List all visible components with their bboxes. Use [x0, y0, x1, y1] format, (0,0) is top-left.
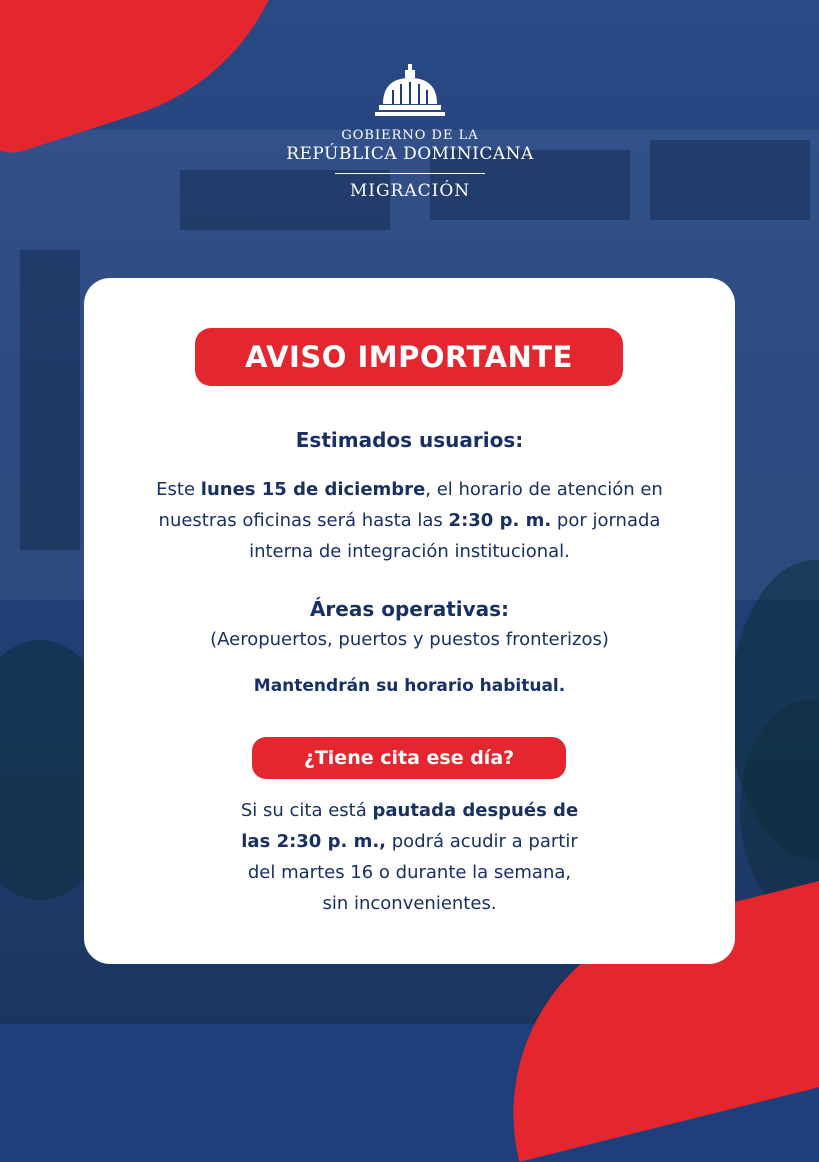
capitol-dome-icon: [375, 62, 445, 122]
appointment-answer: [84, 795, 735, 919]
answer-text-1: Si su cita está: [240, 800, 373, 821]
body-text-1: Este: [156, 479, 201, 500]
government-logo: [270, 62, 550, 201]
areas-heading: Áreas operativas:: [309, 597, 510, 621]
notice-body: [84, 474, 735, 567]
body-date: lunes 15 de diciembre: [200, 479, 426, 500]
agency-name: MIGRACIÓN: [349, 181, 471, 201]
areas-note: Mantendrán su horario habitual.: [253, 676, 566, 696]
areas-list: (Aeropuertos, puertos y puestos fronterizos): [210, 629, 609, 650]
greeting-heading: Estimados usuarios:: [295, 428, 524, 452]
notice-title-badge: AVISO IMPORTANTE: [195, 328, 623, 386]
answer-time: pautada después de las 2:30 p. m.,: [241, 800, 579, 852]
body-text-3: por jornada interna de integración institucional.: [249, 510, 661, 562]
logo-divider: [335, 173, 485, 174]
government-line-1: GOBIERNO DE LA: [341, 128, 479, 143]
body-text-2: , el horario de atención en nuestras oficinas será hasta las: [158, 479, 663, 531]
appointment-question-badge: ¿Tiene cita ese día?: [252, 737, 566, 779]
body-time: 2:30 p. m.: [448, 510, 552, 531]
answer-text-2: podrá acudir a partir del martes 16 o durante la semana, sin inconvenientes.: [247, 831, 578, 914]
government-line-2: REPÚBLICA DOMINICANA: [286, 144, 534, 164]
